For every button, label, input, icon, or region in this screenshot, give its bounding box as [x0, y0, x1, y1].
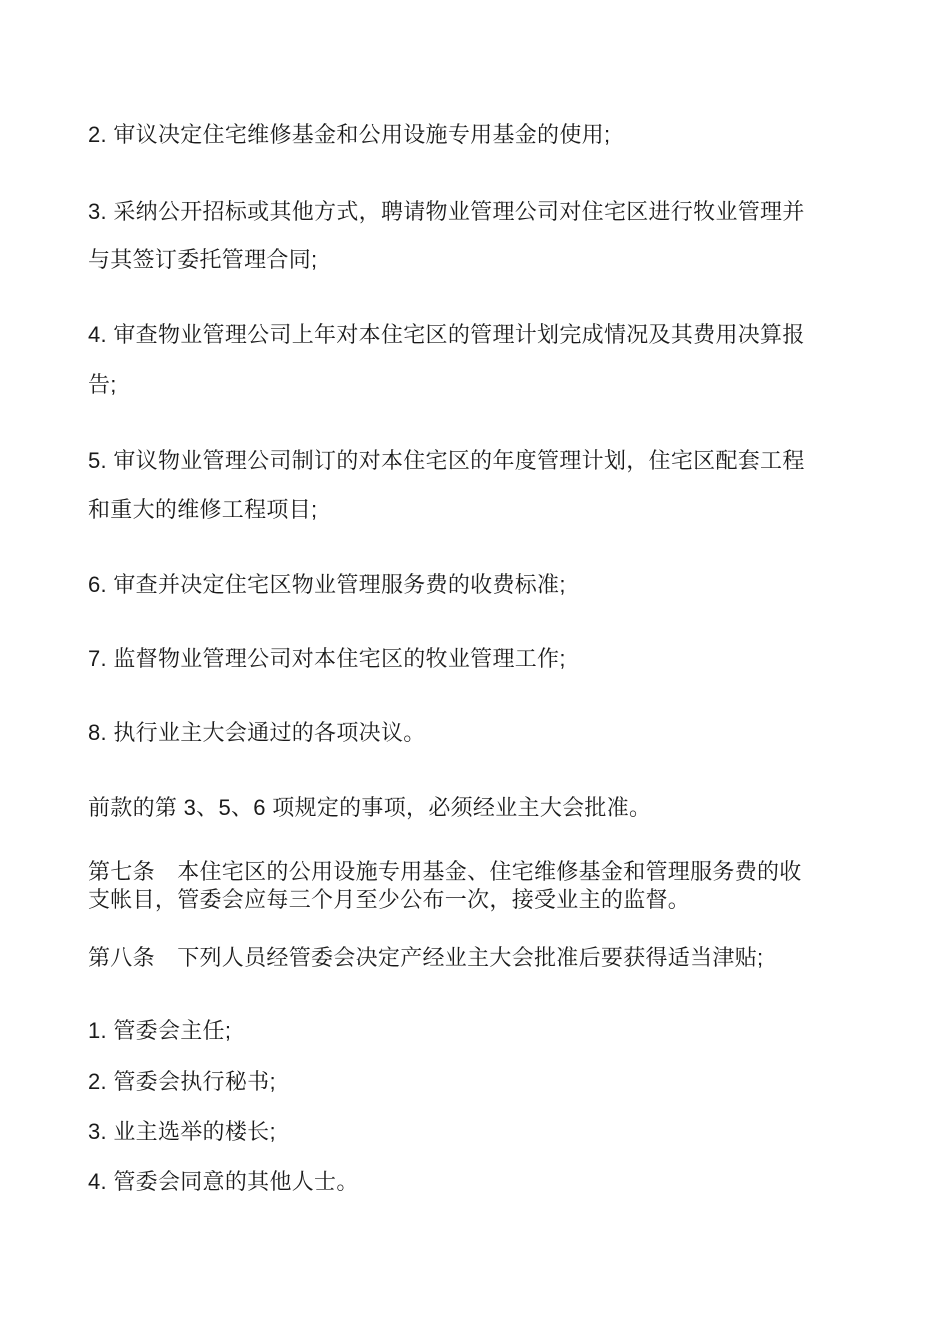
allowance-item-3: 3. 业主选举的楼长;: [88, 1119, 276, 1144]
item-2-line: 2. 审议决定住宅维修基金和公用设施专用基金的使用;: [88, 122, 611, 147]
allowance-item-4: 4. 管委会同意的其他人士。: [88, 1169, 359, 1194]
item-3-line-1: 3. 采纳公开招标或其他方式，聘请物业管理公司对住宅区进行牧业管理并: [88, 199, 805, 224]
item-5-line-1: 5. 审议物业管理公司制订的对本住宅区的年度管理计划，住宅区配套工程: [88, 448, 805, 473]
item-7-line: 7. 监督物业管理公司对本住宅区的牧业管理工作;: [88, 646, 566, 671]
item-4-line-2: 告;: [88, 372, 117, 397]
article-7-line-2: 支帐目，管委会应每三个月至少公布一次，接受业主的监督。: [88, 887, 691, 912]
allowance-item-1: 1. 管委会主任;: [88, 1018, 232, 1043]
approval-note: 前款的第 3、5、6 项规定的事项，必须经业主大会批准。: [88, 795, 652, 820]
item-4-line-1: 4. 审查物业管理公司上年对本住宅区的管理计划完成情况及其费用决算报: [88, 322, 805, 347]
item-3-line-2: 与其签订委托管理合同;: [88, 247, 318, 272]
article-8-line: 第八条 下列人员经管委会决定产经业主大会批准后要获得适当津贴;: [88, 945, 764, 970]
item-6-line: 6. 审查并决定住宅区物业管理服务费的收费标准;: [88, 572, 566, 597]
article-7-line-1: 第七条 本住宅区的公用设施专用基金、住宅维修基金和管理服务费的收: [88, 859, 802, 884]
allowance-item-2: 2. 管委会执行秘书;: [88, 1069, 276, 1094]
item-8-line: 8. 执行业主大会通过的各项决议。: [88, 720, 426, 745]
item-5-line-2: 和重大的维修工程项目;: [88, 497, 318, 522]
